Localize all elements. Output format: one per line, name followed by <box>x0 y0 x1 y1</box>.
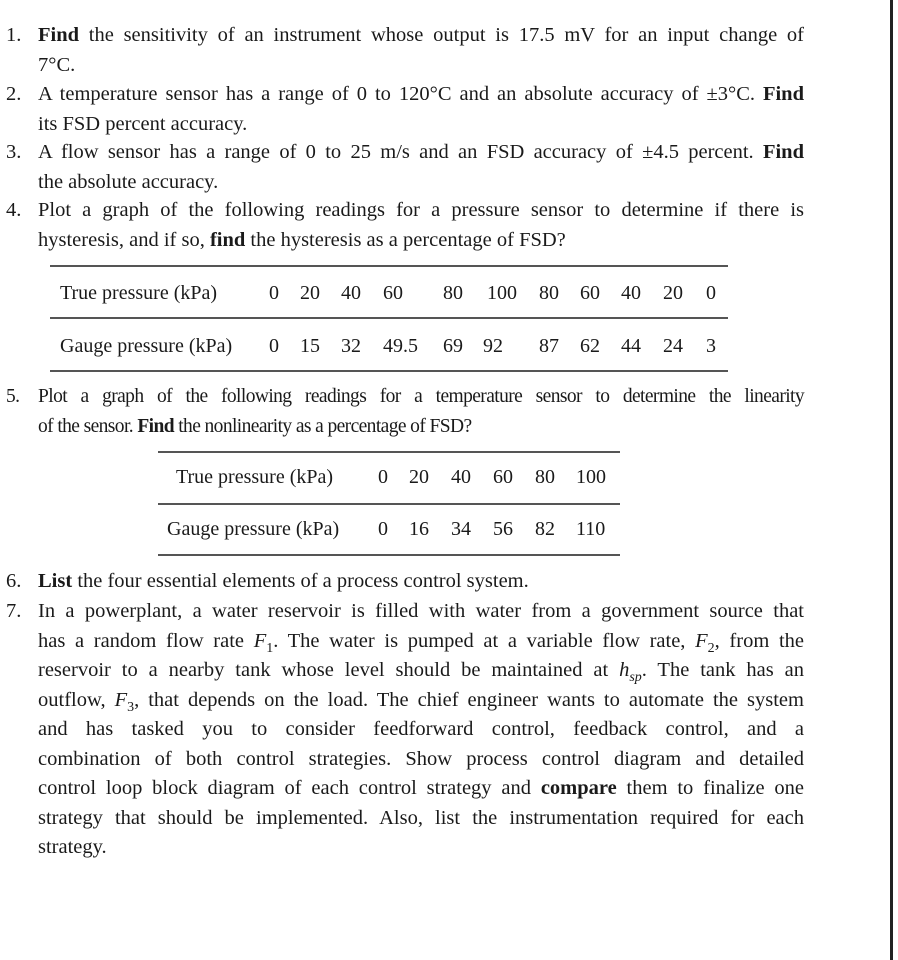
bold-keyword: find <box>209 228 246 251</box>
table-cell: 82 <box>535 518 555 540</box>
question-number: 3. <box>6 141 22 163</box>
table-row-gauge-pressure <box>158 518 620 544</box>
question-line <box>38 804 804 834</box>
table-cell: 80 <box>535 466 555 488</box>
question-text: strategy that should be implemented. Also, list the instrumentation required for each <box>38 806 804 829</box>
table-cell: 62 <box>580 335 600 357</box>
math-subscript: 1 <box>266 640 274 656</box>
question-line <box>38 382 804 412</box>
table-cell: 87 <box>539 335 559 357</box>
table-rule <box>50 370 728 372</box>
table-cell: 0 <box>378 466 388 488</box>
page-border <box>890 0 893 960</box>
table-cell: 0 <box>269 282 279 304</box>
table-row-true-pressure <box>50 282 728 308</box>
question-line <box>38 745 804 775</box>
table-cell: 40 <box>341 282 361 304</box>
table-cell: 49.5 <box>383 335 418 357</box>
question-line <box>38 686 804 716</box>
math-subscript: 3 <box>127 699 135 715</box>
question-line <box>38 715 804 745</box>
math-subscript: 2 <box>707 640 715 656</box>
question-text: In a powerplant, a water reservoir is filled with water from a government source that <box>38 600 804 622</box>
question-line <box>38 656 804 686</box>
question-text: control loop block diagram of each control strategy and <box>38 777 541 799</box>
question-line <box>38 833 804 863</box>
row-label: True pressure (kPa) <box>176 466 334 488</box>
table-rule <box>50 317 728 319</box>
question-text: the sensitivity of an instrument whose output is 17.5 mV for an input change of <box>79 24 804 46</box>
table-cell: 80 <box>539 282 559 304</box>
question-text: the hysteresis as a percentage of FSD? <box>245 228 566 251</box>
question-3 <box>0 138 810 197</box>
question-line <box>38 412 804 442</box>
math-variable: F <box>253 629 267 652</box>
question-text: outflow, <box>38 688 115 711</box>
question-text: its FSD percent accuracy. <box>38 112 248 135</box>
question-number: 7. <box>6 600 22 622</box>
table-cell: 60 <box>493 466 513 488</box>
table-cell: 20 <box>663 282 683 304</box>
table-rule <box>50 265 728 267</box>
question-text: the absolute accuracy. <box>38 170 219 193</box>
bold-keyword: compare <box>540 777 617 799</box>
question-5 <box>0 382 810 441</box>
row-label: Gauge pressure (kPa) <box>167 518 340 540</box>
question-line <box>38 627 804 657</box>
bold-keyword: Find <box>38 24 80 46</box>
table-rule <box>158 503 620 505</box>
question-line <box>38 51 804 81</box>
question-line <box>38 21 804 51</box>
question-text: them to finalize one <box>616 777 805 799</box>
math-subscript: sp <box>629 670 642 685</box>
table-cell: 100 <box>576 466 606 488</box>
table-cell: 15 <box>300 335 320 357</box>
question-line <box>38 597 804 627</box>
table-row-true-pressure <box>158 466 620 492</box>
question-6 <box>0 567 810 597</box>
question-line <box>38 226 804 256</box>
table-cell: 40 <box>621 282 641 304</box>
question-line <box>38 110 804 140</box>
question-text: A temperature sensor has a range of 0 to 120°C and an absolute accuracy of ±3°C. <box>38 83 763 105</box>
question-4 <box>0 196 810 255</box>
table-cell: 100 <box>487 282 517 304</box>
table-cell: 34 <box>451 518 471 540</box>
table-cell: 80 <box>443 282 463 304</box>
question-number: 4. <box>6 199 22 221</box>
question-text: strategy. <box>38 836 107 858</box>
question-number: 5. <box>6 386 20 407</box>
question-number: 6. <box>6 570 22 592</box>
question-line <box>38 168 804 198</box>
question-line <box>38 196 804 226</box>
table-cell: 69 <box>443 335 463 357</box>
question-text: . The tank has an <box>641 659 804 681</box>
math-variable: F <box>114 688 128 711</box>
question-text: Plot a graph of the following readings for a pressure sensor to determine if there is <box>38 199 804 221</box>
bold-keyword: Find <box>762 141 804 163</box>
question-text: 7°C. <box>38 53 76 76</box>
question-line <box>38 567 804 597</box>
question-line <box>38 774 804 804</box>
table-cell: 0 <box>706 282 716 304</box>
table-row-gauge-pressure <box>50 335 728 361</box>
question-7 <box>0 597 810 863</box>
row-label: True pressure (kPa) <box>60 282 218 304</box>
table-cell: 0 <box>269 335 279 357</box>
question-text: , from the <box>714 629 804 652</box>
question-text: A flow sensor has a range of 0 to 25 m/s and an FSD accuracy of ±4.5 percent. <box>38 141 763 163</box>
question-text: and has tasked you to consider feedforward control, feedback control, and a <box>38 718 804 740</box>
question-text: reservoir to a nearby tank whose level should be maintained at <box>38 659 620 681</box>
question-1 <box>0 21 810 80</box>
math-variable: F <box>695 629 708 652</box>
table-cell: 60 <box>383 282 403 304</box>
question-text: Plot a graph of the following readings for a temperature sensor to determine the linearity <box>38 386 804 407</box>
question-number: 2. <box>6 83 22 105</box>
question-text: . The water is pumped at a variable flow rate, <box>273 629 696 652</box>
bold-keyword: Find <box>137 415 174 437</box>
linearity-table <box>158 451 620 559</box>
question-text: hysteresis, and if so, <box>38 228 210 251</box>
math-variable: h <box>619 659 630 681</box>
table-cell: 56 <box>493 518 513 540</box>
table-cell: 20 <box>409 466 429 488</box>
hysteresis-table <box>50 265 728 375</box>
question-text: the four essential elements of a process control system. <box>72 570 529 592</box>
bold-keyword: List <box>38 570 73 592</box>
table-cell: 60 <box>580 282 600 304</box>
table-cell: 40 <box>451 466 471 488</box>
table-cell: 0 <box>378 518 388 540</box>
table-cell: 24 <box>663 335 683 357</box>
table-cell: 44 <box>621 335 641 357</box>
table-rule <box>158 451 620 453</box>
question-number: 1. <box>6 24 22 46</box>
question-line <box>38 80 804 110</box>
table-cell: 16 <box>409 518 429 540</box>
table-cell: 110 <box>576 518 606 540</box>
table-cell: 32 <box>341 335 361 357</box>
table-cell: 20 <box>300 282 320 304</box>
bold-keyword: Find <box>762 83 804 105</box>
question-2 <box>0 80 810 139</box>
question-line <box>38 138 804 168</box>
table-cell: 92 <box>483 335 503 357</box>
table-rule <box>158 554 620 556</box>
question-text: has a random flow rate <box>38 629 254 652</box>
question-text: of the sensor. <box>38 415 138 437</box>
table-cell: 3 <box>706 335 716 357</box>
question-text: , that depends on the load. The chief engineer wants to automate the system <box>134 688 804 711</box>
question-text: combination of both control strategies. Show process control diagram and detailed <box>38 747 804 770</box>
row-label: Gauge pressure (kPa) <box>60 335 233 357</box>
question-text: the nonlinearity as a percentage of FSD? <box>173 415 472 437</box>
